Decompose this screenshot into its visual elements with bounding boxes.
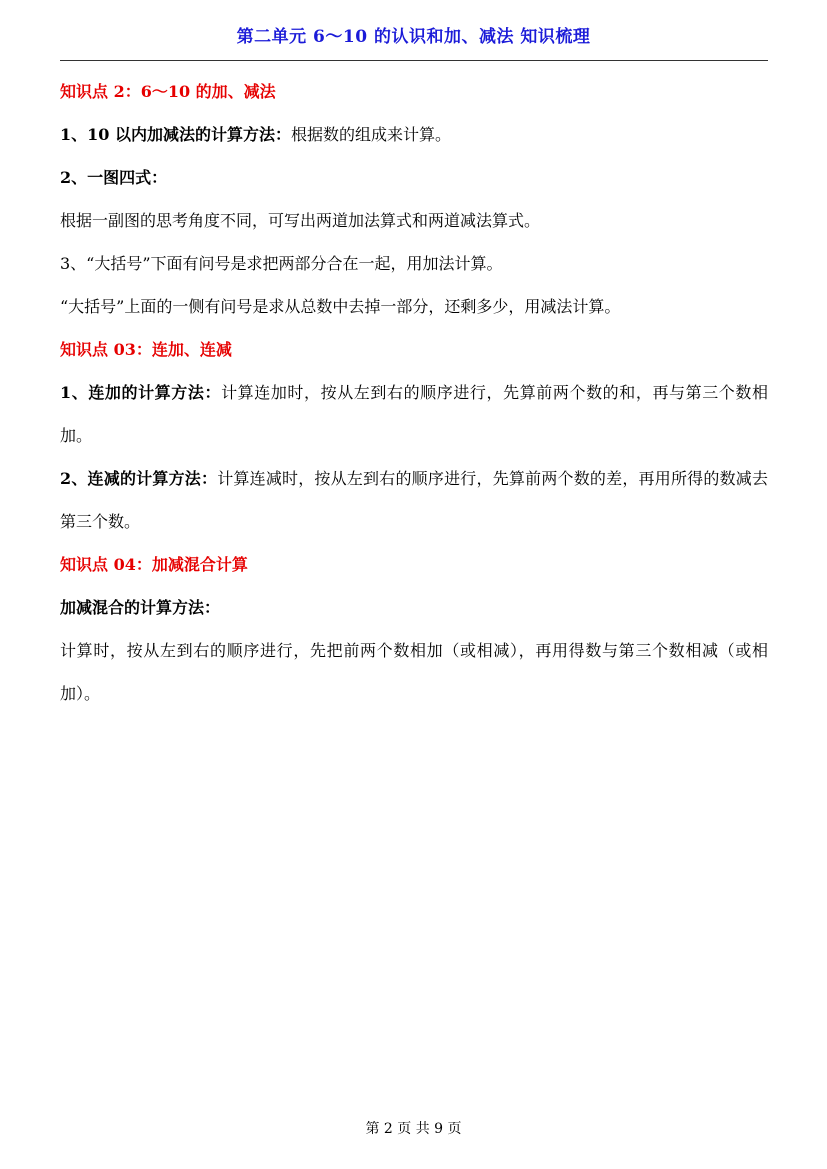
paragraph-lead: 2、连减的计算方法：: [60, 469, 218, 488]
paragraph-brace-above: “大括号”上面的一侧有问号是求从总数中去掉一部分，还剩多少，用减法计算。: [60, 297, 621, 316]
paragraph-mixed-method-lead: 加减混合的计算方法：: [60, 598, 221, 617]
paragraph-brace-below: 3、“大括号”下面有问号是求把两部分合在一起，用加法计算。: [60, 254, 503, 273]
paragraph-text: 计算连加时，按从左到右的顺序进行，先算前两个数的和，再与第三个数相加。: [60, 383, 768, 445]
document-body: [60, 70, 768, 715]
paragraph-lead: 1、10 以内加减法的计算方法：: [60, 125, 291, 144]
page-number: 第 2 页 共 9 页: [365, 1121, 462, 1137]
header-divider: [60, 60, 768, 61]
paragraph-text: 计算连减时，按从左到右的顺序进行，先算前两个数的差，再用所得的数减去第三个数。: [60, 469, 768, 531]
section-heading-k3: 知识点 03：连加、连减: [60, 340, 232, 359]
paragraph-one-picture-text: 根据一副图的思考角度不同，可写出两道加法算式和两道减法算式。: [60, 211, 541, 230]
paragraph-one-picture-four-formulas: [60, 156, 768, 199]
paragraph-continuous-subtraction: [60, 457, 768, 543]
paragraph-continuous-addition: [60, 371, 768, 457]
section-heading-k2: 知识点 2：6～10 的加、减法: [60, 82, 276, 101]
paragraph-text: 根据数的组成来计算。: [290, 125, 451, 144]
section-heading-k4: 知识点 04：加减混合计算: [60, 555, 248, 574]
paragraph-mixed-method-text: 计算时，按从左到右的顺序进行，先把前两个数相加（或相减），再用得数与第三个数相减（或相加）。: [60, 641, 768, 703]
paragraph-lead: 2、一图四式：: [60, 168, 168, 187]
page-title: 第二单元 6～10 的认识和加、减法 知识梳理: [236, 27, 591, 47]
paragraph-method-within-10: [60, 113, 768, 156]
paragraph-lead: 1、连加的计算方法：: [60, 383, 222, 402]
